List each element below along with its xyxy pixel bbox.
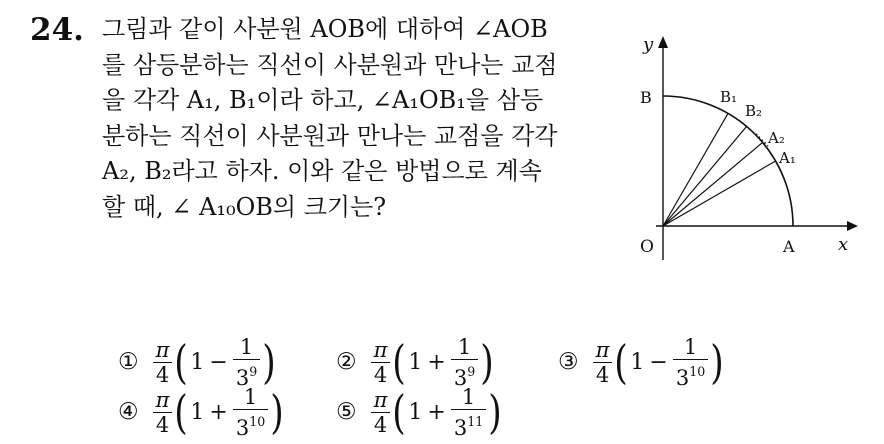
dotted-continuation [756,134,768,146]
label-x: x [838,234,849,255]
label-A2: A₂ [768,129,785,147]
fraction [451,386,486,439]
one: 1 [630,349,645,375]
label-A1: A₁ [779,149,796,167]
stem-line: 을 각각 A₁, B₁이라 하고, ∠A₁OB₁을 삼등 [102,86,544,114]
operator: + [427,349,446,375]
denominator: 4 [595,362,610,387]
choice-expression [630,336,708,389]
x-axis-arrow [847,221,858,231]
base: 3 [235,415,250,440]
exponent: 9 [467,363,476,379]
stem-line: 그림과 같이 사분원 AOB에 대하여 ∠AOB [102,15,548,43]
numerator: 1 [461,384,476,409]
pi-over-4 [371,389,391,436]
numerator: 1 [457,334,472,359]
denominator [233,411,268,439]
choice-number: ② [336,349,357,375]
pi-over-4 [153,389,173,436]
choice-1[interactable] [118,334,278,390]
quarter-circle-figure [628,30,868,274]
one: 1 [190,349,205,375]
fraction-bar [233,409,268,410]
fraction-bar [451,359,478,360]
right-paren: ) [480,335,494,389]
right-paren: ) [270,385,284,439]
label-y: y [643,34,654,55]
choice-number: ① [118,349,139,375]
pi-over-4 [593,339,613,386]
pi-over-4 [371,339,391,386]
stem-line: 분하는 직선이 사분원과 만나는 교점을 각각 [102,121,558,150]
right-paren: ) [262,335,276,389]
denominator: 4 [373,362,388,387]
left-paren: ( [174,335,189,389]
operator: + [209,399,228,425]
stem-line: A₂, B₂라고 하자. 이와 같은 방법으로 계속 [102,157,542,185]
choice-2[interactable] [336,334,496,390]
one: 1 [190,399,205,425]
denominator: 4 [155,362,170,387]
choice-3[interactable] [558,334,726,390]
choice-number: ③ [558,349,579,375]
numerator: π [155,337,170,362]
fraction [451,336,478,389]
label-O: O [640,237,654,257]
label-A: A [783,237,795,256]
operator: − [649,349,668,375]
left-paren: ( [614,335,629,389]
numerator: 1 [243,384,258,409]
right-paren: ) [710,335,724,389]
choice-number: ④ [118,399,139,425]
choice-expression [190,336,260,389]
left-paren: ( [174,385,189,439]
denominator [451,411,486,439]
operator: + [427,399,446,425]
fraction-bar [673,359,708,360]
numerator: 1 [239,334,254,359]
operator: − [209,349,228,375]
base: 3 [453,415,468,440]
pi-over-4 [153,339,173,386]
base: 3 [675,365,690,390]
ray-A1 [663,161,776,226]
exponent: 10 [689,363,706,379]
choice-expression [190,386,268,439]
numerator: π [595,337,610,362]
quarter-arc [663,96,793,226]
exponent: 10 [249,413,266,429]
choice-expression [408,386,486,439]
base: 3 [235,365,250,390]
denominator [673,361,708,389]
stem-line: 를 삼등분하는 직선이 사분원과 만나는 교점 [102,50,558,79]
numerator: π [373,337,388,362]
numerator: 1 [683,334,698,359]
base: 3 [453,365,468,390]
label-B: B [640,88,652,107]
choice-5[interactable] [336,384,504,440]
numerator: π [155,387,170,412]
y-axis-arrow [658,36,668,48]
denominator: 4 [155,412,170,437]
choice-4[interactable] [118,384,286,440]
question-stem [102,12,622,225]
left-paren: ( [392,385,407,439]
label-B2: B₂ [745,102,763,120]
numerator: π [373,387,388,412]
one: 1 [408,349,423,375]
ray-A2 [663,142,763,226]
figure-svg [628,30,868,270]
fraction-bar [233,359,260,360]
exponent: 9 [249,363,258,379]
choice-expression [408,336,478,389]
choice-number: ⑤ [336,399,357,425]
label-B1: B₁ [720,88,738,106]
exponent: 11 [467,413,484,429]
left-paren: ( [392,335,407,389]
fraction-bar [451,409,486,410]
ray-B1 [663,113,728,226]
one: 1 [408,399,423,425]
fraction [233,336,260,389]
question-number: 24. [30,12,84,48]
denominator: 4 [373,412,388,437]
ray-B2 [663,126,747,226]
fraction [233,386,268,439]
fraction [673,336,708,389]
right-paren: ) [488,385,502,439]
stem-line: 할 때, ∠ A₁₀OB의 크기는? [102,192,387,221]
